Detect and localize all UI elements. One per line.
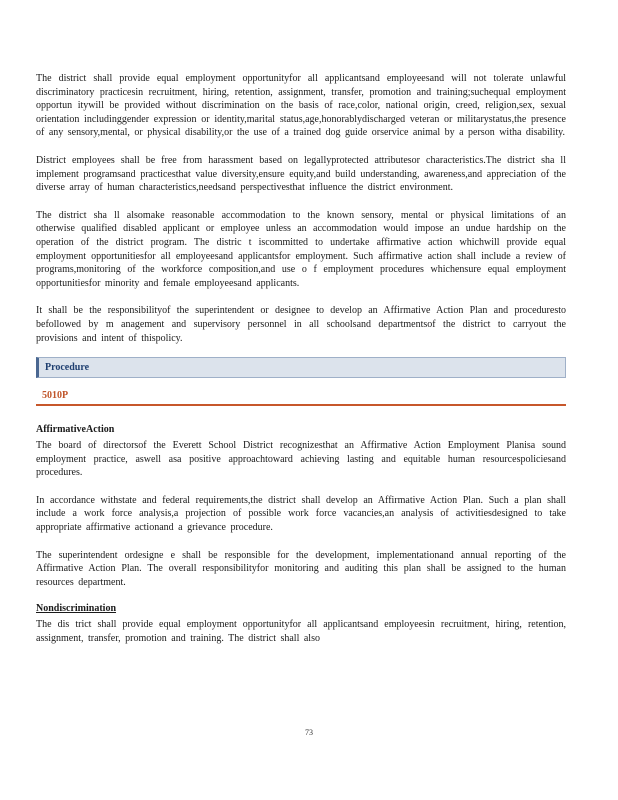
procedure-code: 5010P bbox=[42, 390, 69, 402]
procedure-header-bar bbox=[36, 357, 566, 378]
page-number: 73 bbox=[305, 728, 313, 737]
document-page bbox=[36, 72, 566, 660]
policy-paragraph-equal-opportunity: The district shall provide equal employment opportunityfor all applicantsand employeesand will not tolerate unlawful discriminatory practicesin recruitment, hiring, retention, assignment, transfer, promotion and training;suchequal employment opportun itywill be provided without discrimination on the basis of race,color, national origin, creed, religion,sex, sexual orientation includinggender expression or identity,marital status,age,honorablydischarged veteran or militarystatus,the presence of any sensory,mental, or physical disability,or the use of a trained dog guide orservice animal by a person witha disability. bbox=[36, 73, 566, 139]
nondiscrimination-heading: Nondiscrimination bbox=[36, 603, 117, 615]
section-divider bbox=[36, 404, 566, 406]
affirmative-paragraph-board: The board of directorsof the Everett School District recognizesthat an Affirmative Action Employment Planisa sound employment practice, aswell asa positive approachtoward achieving lasting and equitable human resourcespoliciesand procedures. bbox=[36, 440, 566, 479]
policy-paragraph-responsibility: It shall be the responsibilityof the superintendent or designee to develop an Affirmative Action Plan and proceduresto befollowed by m anagement and supervisory personnel in all schoolsand departmentsof the district to carryout the provisions and intent of thispolicy. bbox=[36, 305, 566, 344]
nondiscrimination-paragraph: The dis trict shall provide equal employment opportunityfor all applicantsand employeesin recruitment, hiring, retention, assignment, transfer, promotion and training. The district shall also bbox=[36, 619, 566, 645]
policy-paragraph-harassment: District employees shall be free from harassment based on legallyprotected attributesor characteristics.The district sha ll implement programsand practicesthat value diversity,ensure equity,and build understanding, awareness,and appreciation of the diverse array of human characteristics,needsand perspectivesthat influence the district environment. bbox=[36, 154, 566, 194]
policy-paragraph-accommodation: The district sha ll alsomake reasonable accommodation to the known sensory, mental or physical limitations of an otherwise qualified disabled applicant or employee unless an accommodation would impose an undue hardship on the operation of the district program. The distric t iscommitted to undertake affirmative action whichwill provide equal employment opportunitiesfor all employeesand applicantsfor employment. Such affirmative action shall include a review of programs,monitoring of the workforce composition,and use o f employment procedures whichensure equal employment opportunitiesfor minority and female employeesand applicants. bbox=[36, 209, 566, 289]
affirmative-action-heading: AffirmativeAction bbox=[36, 424, 115, 436]
affirmative-paragraph-plan: In accordance withstate and federal requirements,the district shall develop an Affirmative Action Plan. Such a plan shall include a work force analysis,a projection of possible work force vacancies,an analysis of activitiesdesigned to take appropriate affirmative actionand a grievance procedure. bbox=[36, 494, 566, 534]
procedure-label: Procedure bbox=[45, 362, 90, 374]
affirmative-paragraph-superintendent: The superintendent ordesigne e shall be responsible for the development, implementationand annual reporting of the Affirmative Action Plan. The overall responsibilityfor monitoring and auditing this plan shall be assigned to the human resources department. bbox=[36, 549, 566, 588]
